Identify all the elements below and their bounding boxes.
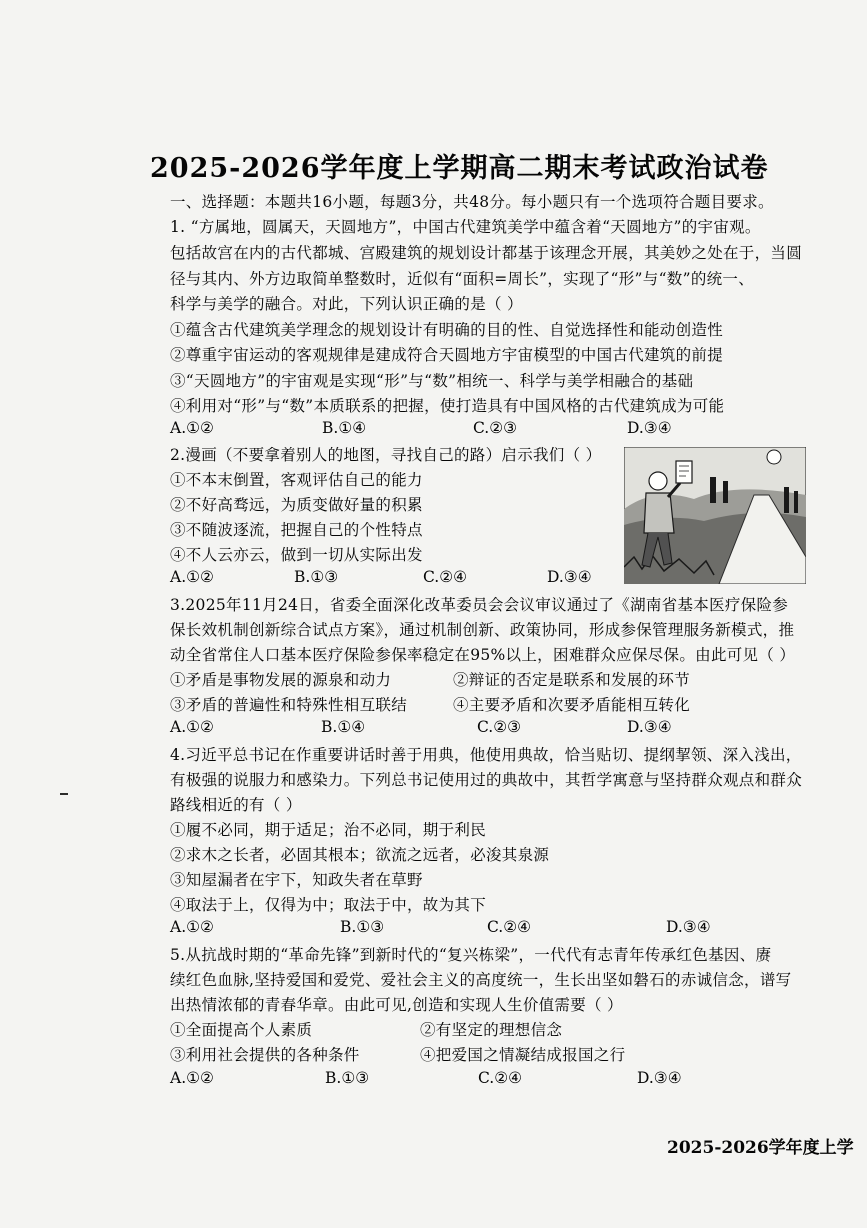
statement-item: ②尊重宇宙运动的客观规律是建成符合天圆地方宇宙模型的中国古代建筑的前提 xyxy=(170,346,724,364)
statement-item: ①全面提高个人素质 xyxy=(170,1021,313,1039)
statement-item: ④取法于上，仅得为中；取法于中，故为其下 xyxy=(170,896,487,914)
question-stem-line: 1. “方属地，圆属天，天圆地方”，中国古代建筑美学中蕴含着“天圆地方”的宇宙观。 xyxy=(170,218,761,236)
statement-item: ③不随波逐流，把握自己的个性特点 xyxy=(170,521,423,539)
statement-item: ②求木之长者，必固其根本；欲流之远者，必浚其泉源 xyxy=(170,846,550,864)
question-stem-line: 有极强的说服力和感染力。下列总书记使用过的典故中，其哲学寓意与坚持群众观点和群众 xyxy=(170,771,803,789)
answer-option-c: C.②③ xyxy=(477,718,522,736)
statement-item: ②辩证的否定是联系和发展的环节 xyxy=(453,671,691,689)
question-stem-line: 出热情浓郁的青春华章。由此可见,创造和实现人生价值需要（ ） xyxy=(170,996,623,1014)
answer-option-a: A.①② xyxy=(170,568,214,586)
scan-mark xyxy=(60,793,68,795)
comic-illustration xyxy=(624,447,806,584)
statement-item: ③“天圆地方”的宇宙观是实现“形”与“数”相统一、科学与美学相融合的基础 xyxy=(170,372,694,390)
statement-item: ③知屋漏者在宇下，知政失者在草野 xyxy=(170,871,423,889)
question-stem-line: 4.习近平总书记在作重要讲话时善于用典，他使用典故，恰当贴切、提纲挈领、深入浅出， xyxy=(170,746,802,764)
answer-option-d: D.③④ xyxy=(627,419,672,437)
statement-item: ②有坚定的理想信念 xyxy=(420,1021,563,1039)
answer-option-b: B.①④ xyxy=(321,718,366,736)
answer-option-b: B.①③ xyxy=(294,568,339,586)
question-stem-line: 路线相近的有（ ） xyxy=(170,796,302,814)
statement-item: ③矛盾的普遍性和特殊性相互联结 xyxy=(170,696,408,714)
answer-option-d: D.③④ xyxy=(547,568,592,586)
statement-item: ①不本末倒置，客观评估自己的能力 xyxy=(170,471,423,489)
answer-option-d: D.③④ xyxy=(637,1069,682,1087)
statement-item: ①履不必同，期于适足；治不必同，期于利民 xyxy=(170,821,487,839)
statement-item: ①蕴含古代建筑美学理念的规划设计有明确的目的性、自觉选择性和能动创造性 xyxy=(170,321,724,339)
statement-item: ④把爱国之情凝结成报国之行 xyxy=(420,1046,626,1064)
answer-option-b: B.①③ xyxy=(340,918,385,936)
answer-option-a: A.①② xyxy=(170,718,214,736)
answer-option-d: D.③④ xyxy=(666,918,711,936)
page-footer: 2025-2026学年度上学 xyxy=(667,1138,854,1158)
section-header: 一、选择题：本题共16小题，每题3分，共48分。每小题只有一个选项符合题目要求。 xyxy=(170,193,774,211)
statement-item: ④主要矛盾和次要矛盾能相互转化 xyxy=(453,696,691,714)
answer-option-c: C.②③ xyxy=(473,419,518,437)
answer-option-a: A.①② xyxy=(170,419,214,437)
question-stem-line: 包括故宫在内的古代都城、宫殿建筑的规划设计都基于该理念开展，其美妙之处在于，当圆 xyxy=(170,244,803,262)
question-stem-line: 保长效机制创新综合试点方案》，通过机制创新、政策协同，形成参保管理服务新模式，推 xyxy=(170,621,795,639)
page-title: 2025-2026学年度上学期高二期末考试政治试卷 xyxy=(150,153,769,184)
statement-item: ①矛盾是事物发展的源泉和动力 xyxy=(170,671,392,689)
answer-option-c: C.②④ xyxy=(478,1069,523,1087)
statement-item: ③利用社会提供的各种条件 xyxy=(170,1046,360,1064)
question-stem-line: 径与其内、外方边取简单整数时，近似有“面积=周长”，实现了“形”与“数”的统一、 xyxy=(170,270,755,288)
answer-option-a: A.①② xyxy=(170,918,214,936)
question-stem-line: 2.漫画（不要拿着别人的地图，寻找自己的路）启示我们（ ） xyxy=(170,446,602,464)
answer-option-c: C.②④ xyxy=(423,568,468,586)
statement-item: ④利用对“形”与“数”本质联系的把握，使打造具有中国风格的古代建筑成为可能 xyxy=(170,397,725,415)
question-stem-line: 续红色血脉,坚持爱国和爱党、爱社会主义的高度统一，生长出坚如磐石的赤诚信念，谱写 xyxy=(170,971,792,989)
answer-option-b: B.①④ xyxy=(322,419,367,437)
question-stem-line: 科学与美学的融合。对此，下列认识正确的是（ ） xyxy=(170,295,523,313)
answer-option-a: A.①② xyxy=(170,1069,214,1087)
question-stem-line: 5.从抗战时期的“革命先锋”到新时代的“复兴栋梁”，一代代有志青年传承红色基因、赓 xyxy=(170,946,772,964)
question-stem-line: 3.2025年11月24日，省委全面深化改革委员会会议审议通过了《湖南省基本医疗保险参 xyxy=(170,596,789,614)
statement-item: ②不好高骛远，为质变做好量的积累 xyxy=(170,496,423,514)
answer-option-d: D.③④ xyxy=(627,718,672,736)
answer-option-b: B.①③ xyxy=(325,1069,370,1087)
answer-option-c: C.②④ xyxy=(487,918,532,936)
statement-item: ④不人云亦云，做到一切从实际出发 xyxy=(170,546,423,564)
question-stem-line: 动全省常住人口基本医疗保险参保率稳定在95%以上，困难群众应保尽保。由此可见（ ） xyxy=(170,646,796,664)
